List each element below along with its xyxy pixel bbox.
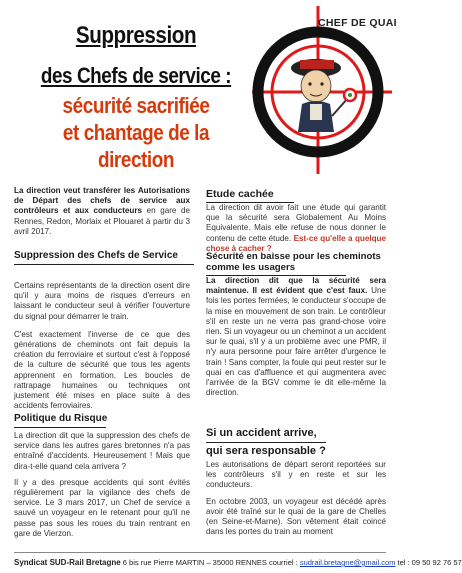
footer-contact-line — [14, 558, 462, 567]
section-responsable-p2: En octobre 2003, un voyageur est décédé après avoir été traîné sur le quai de la gare de Chelles (en Seine-et-Marne). Son vêtement était coincé dans les portes du train au moment — [206, 496, 386, 537]
footer-tel: tel : 09 50 92 76 57 — [397, 558, 462, 567]
section-securite-body — [206, 276, 386, 398]
section-securite-bold: La direction dit que la sécurité sera maintenue. Il est évident que c'est faux. — [206, 276, 386, 296]
section-suppression-body — [14, 281, 190, 411]
intro-rest: en gare de Rennes, Redon, Morlaix et Plouaret à partir du 3 avril 2017. — [14, 206, 190, 236]
title-line-5: direction — [97, 147, 175, 172]
section-suppression-p2: C'est exactement l'inverse de ce que des générations de cheminots ont fait depuis la création du ferroviaire et surtout c'est à l'opposé de la culture de sécurité que tous les agents apprennent en formation. Les boucles de rattrapage humaines ou techniques ont justement été mises en place suite à des accidents ferroviaires. — [14, 329, 190, 411]
section-etude-question: Est-ce qu'elle a quelque chose à cacher ? — [206, 233, 386, 253]
section-heading-responsable: Si un accident arrive, qui sera responsable ? — [206, 427, 326, 457]
heading-underline — [14, 427, 106, 428]
title-line-4: et chantage de la — [62, 120, 210, 145]
section-heading-suppression: Suppression des Chefs de Service — [14, 250, 194, 265]
section-responsable-p1: Les autorisations de départ seront reportées sur les contrôleurs s'il y en reste et sur les conducteurs. — [206, 460, 386, 490]
section-responsable-body — [206, 460, 386, 537]
section-heading-securite: Sécurité en baisse pour les cheminots comme les usagers — [206, 251, 386, 276]
intro-bold: La direction veut transférer les Autorisations de Départ des chefs de service aux contrôleurs et aux conducteurs — [14, 186, 190, 216]
title-line-1: Suppression — [75, 22, 197, 49]
section-etude-p1a: La direction dit avoir fait une étude qui garantit que la sécurité sera Globalement Au Moins Equivalente. Mais elle refuse de nous donner le contenu de cette étude. — [206, 203, 386, 243]
section-heading-etude: Etude cachée — [206, 188, 386, 203]
section-suppression-p1: Certains représentants de la direction osent dire qu'il y aura moins de risques d'erreurs en laissant le conducteur seul à vérifier l'ouverture du signal pour démarrer le train. — [14, 281, 190, 321]
section-etude-body — [206, 203, 386, 254]
heading-underline — [14, 264, 194, 265]
title-line-2: des Chefs de service : — [40, 63, 232, 88]
heading-underline — [206, 442, 326, 443]
footer-divider — [14, 552, 386, 553]
footer-address: 6 bis rue Pierre MARTIN – 35000 RENNES courriel : — [122, 558, 298, 567]
intro-paragraph — [14, 186, 190, 237]
footer-email-link[interactable]: sudrail.bretagne@gmail.com — [299, 558, 396, 567]
footer-org: Syndicat SUD-Rail Bretagne — [14, 558, 121, 567]
section-securite-rest: Une fois les portes fermées, le conducteur s'occupe de la mise en mouvement de son train. Le contrôleur s'il en reste un ne verra pas grand-chose voire rien. Si un voyageur ou un cheminot a un accident sur le quai, s'il y a un problème avec une PMR, il n'y aura personne pour faire arrêter d'urgence le train ! Sans compter, la foule qui peut rester sur le quai en cas d'affluence et qui augmentera avec l'arrivée de la BGV comme le dit elle-même la direction. — [206, 286, 386, 398]
section-politique-p1: La direction dit que la suppression des chefs de service dans les autres gares bretonnes n'a pas entraîné d'accidents. Heureusement ! Mais que dira-t-elle quand cela arrivera ? — [14, 431, 190, 471]
section-heading-politique: Politique du Risque — [14, 413, 194, 428]
section-politique-p2: Il y a des presque accidents qui sont évités régulièrement par la vigilance des chefs de service. Le 3 mars 2017, un Chef de service a sauvé un voyageur en le retenant pour qu'il ne passe pas sous les roues du train rentrant en gare de Vierzon. — [14, 477, 190, 538]
crosshair-target-illustration — [252, 6, 392, 174]
chef-de-quai-label: CHEF DE QUAI — [318, 17, 397, 29]
footer — [0, 552, 462, 572]
section-politique-body — [14, 431, 190, 539]
title-line-3: sécurité sacrifiée — [62, 93, 210, 118]
